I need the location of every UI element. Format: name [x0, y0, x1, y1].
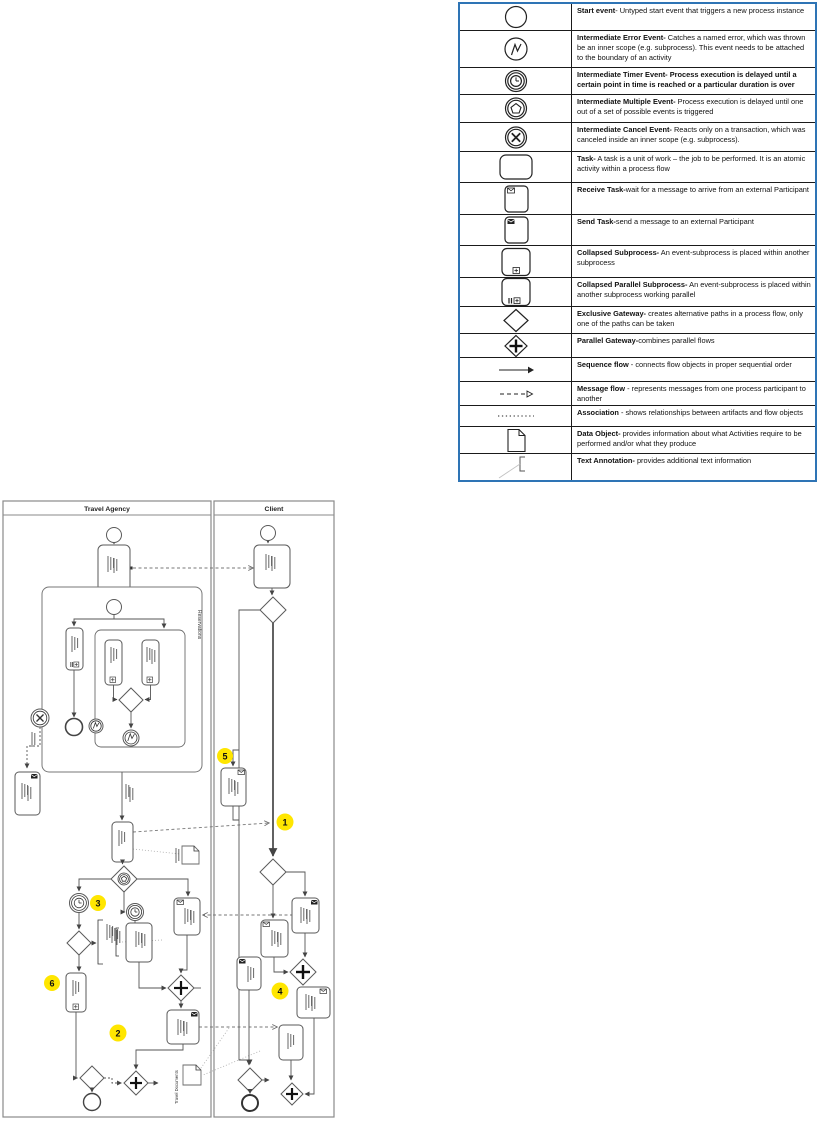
- bpmn-legend-table: [458, 2, 817, 482]
- legend-desc: - shows relationships between artifacts and flow objects: [618, 408, 803, 417]
- legend-term: Intermediate Timer Event-: [577, 70, 668, 79]
- svg-text:5: 5: [222, 751, 228, 762]
- legend-row-task: [460, 152, 815, 183]
- legend-row-intermediate-error-event: [460, 31, 815, 68]
- legend-term: Sequence flow: [577, 360, 629, 369]
- error-event-inner: [123, 730, 139, 746]
- legend-row-text-annotation: [460, 454, 815, 480]
- legend-row-intermediate-multiple-event: [460, 95, 815, 123]
- legend-desc: send a message to an external Participant: [615, 217, 754, 226]
- legend-desc: provides information about what Activities require to be performed and/or what they produce: [577, 429, 802, 448]
- legend-term: Receive Task-: [577, 185, 626, 194]
- receive-task-icon: [460, 183, 572, 214]
- collapsed-subprocess-icon: [460, 246, 572, 277]
- legend-term: Collapsed Subprocess-: [577, 248, 660, 257]
- text-annotation-icon: [460, 454, 572, 480]
- pool-label-travel-agency: Travel Agency: [84, 506, 130, 513]
- legend-term: Intermediate Multiple Event-: [577, 97, 676, 106]
- intermediate-cancel-event-icon: [460, 123, 572, 151]
- pool-label-client: Client: [264, 506, 284, 513]
- end-event-inner: [66, 719, 83, 736]
- cancel-event: [31, 709, 49, 727]
- parallel-gateway-icon: [460, 334, 572, 357]
- legend-term: Parallel Gateway-: [577, 336, 639, 345]
- legend-row-parallel-gateway: [460, 334, 815, 358]
- bpmn-diagram: [2, 500, 335, 1120]
- legend-row-collapsed-parallel-subprocess: [460, 278, 815, 307]
- start-event: [107, 528, 122, 543]
- legend-desc: Catches a named error, which was thrown be an inner scope (e.g. subprocess). This event needs to be attached to the boundary of an activity: [577, 33, 806, 62]
- badge-1: [277, 814, 294, 831]
- legend-term: Send Task-: [577, 217, 616, 226]
- association-icon: [460, 406, 572, 426]
- subprocess-label: Reservations: [196, 610, 202, 640]
- svg-text:1: 1: [282, 817, 288, 828]
- legend-row-receive-task: [460, 183, 815, 215]
- legend-row-exclusive-gateway: [460, 307, 815, 334]
- legend-desc: combines parallel flows: [638, 336, 715, 345]
- sequence-flow-icon: [460, 358, 572, 381]
- legend-term: Message flow: [577, 384, 626, 393]
- message-flow-icon: [460, 382, 572, 405]
- task-icon: [460, 152, 572, 182]
- legend-desc: Reacts only on a transaction, which was canceled inside an inner scope (e.g. subprocess).: [577, 125, 806, 144]
- legend-term: Start event: [577, 6, 616, 15]
- subprocess-start-event: [107, 600, 122, 615]
- timer-event-2: [127, 904, 144, 921]
- legend-term: Task-: [577, 154, 596, 163]
- error-event-boundary: [89, 719, 103, 733]
- legend-row-message-flow: [460, 382, 815, 406]
- legend-term: Exclusive Gateway-: [577, 309, 647, 318]
- svg-text:3: 3: [95, 898, 101, 909]
- exclusive-gateway-icon: [460, 307, 572, 333]
- legend-term: Text Annotation-: [577, 456, 635, 465]
- start-event-icon: [460, 4, 572, 30]
- timer-event-1: [70, 894, 89, 913]
- task-middle: [112, 822, 133, 862]
- send-task-icon: [460, 215, 572, 245]
- legend-term: Intermediate Cancel Event-: [577, 125, 672, 134]
- end-event-bottom: [84, 1094, 101, 1111]
- data-object-middle: [182, 846, 199, 864]
- badge-6: [44, 975, 60, 991]
- legend-desc: Process execution is delayed until a certain point in time is reached or a particular duration is over: [577, 70, 797, 89]
- legend-row-intermediate-timer-event: [460, 68, 815, 95]
- legend-row-collapsed-subprocess: [460, 246, 815, 278]
- data-object-icon: [460, 427, 572, 453]
- collapsed-parallel-subprocess-icon: [460, 278, 572, 306]
- legend-row-send-task: [460, 215, 815, 246]
- svg-text:6: 6: [49, 978, 55, 989]
- legend-row-data-object: [460, 427, 815, 454]
- legend-desc: - represents messages from one process participant to another: [577, 384, 806, 403]
- legend-row-sequence-flow: [460, 358, 815, 382]
- legend-desc: An event-subprocess is placed within another subprocess working parallel: [577, 280, 811, 299]
- legend-row-association: [460, 406, 815, 427]
- intermediate-error-event-icon: [460, 31, 572, 67]
- data-object-travel-documents: [183, 1065, 201, 1085]
- svg-text:4: 4: [277, 986, 283, 997]
- legend-row-intermediate-cancel-event: [460, 123, 815, 152]
- legend-desc: An event-subprocess is placed within another subprocess: [577, 248, 810, 267]
- legend-term: Collapsed Parallel Subprocess-: [577, 280, 688, 289]
- legend-desc: wait for a message to arrive from an external Participant: [625, 185, 809, 194]
- intermediate-timer-event-icon: [460, 68, 572, 94]
- legend-row-start-event: [460, 4, 815, 31]
- client-end-event: [242, 1095, 258, 1111]
- legend-term: Association: [577, 408, 619, 417]
- legend-term: Intermediate Error Event-: [577, 33, 666, 42]
- pool-client: [214, 501, 334, 1117]
- legend-desc: - Untyped start event that triggers a new process instance: [615, 6, 805, 15]
- badge-2: [110, 1025, 127, 1042]
- badge-3: [90, 895, 106, 911]
- legend-desc: A task is a unit of work – the job to be performed. It is an atomic activity within a process flow: [577, 154, 806, 173]
- intermediate-multiple-event-icon: [460, 95, 572, 122]
- legend-desc: provides additional text information: [634, 456, 752, 465]
- legend-desc: - connects flow objects in proper sequential order: [628, 360, 792, 369]
- legend-desc: creates alternative paths in a process flow, only one of the paths can be taken: [577, 309, 803, 328]
- badge-4: [272, 983, 289, 1000]
- data-object-label: Travel Documents: [174, 1070, 179, 1104]
- legend-desc: Process execution is delayed until one out of a set of possible events is triggered: [577, 97, 804, 116]
- client-start-event: [261, 526, 276, 541]
- badge-5: [217, 748, 233, 764]
- legend-term: Data Object-: [577, 429, 621, 438]
- svg-text:2: 2: [115, 1028, 121, 1039]
